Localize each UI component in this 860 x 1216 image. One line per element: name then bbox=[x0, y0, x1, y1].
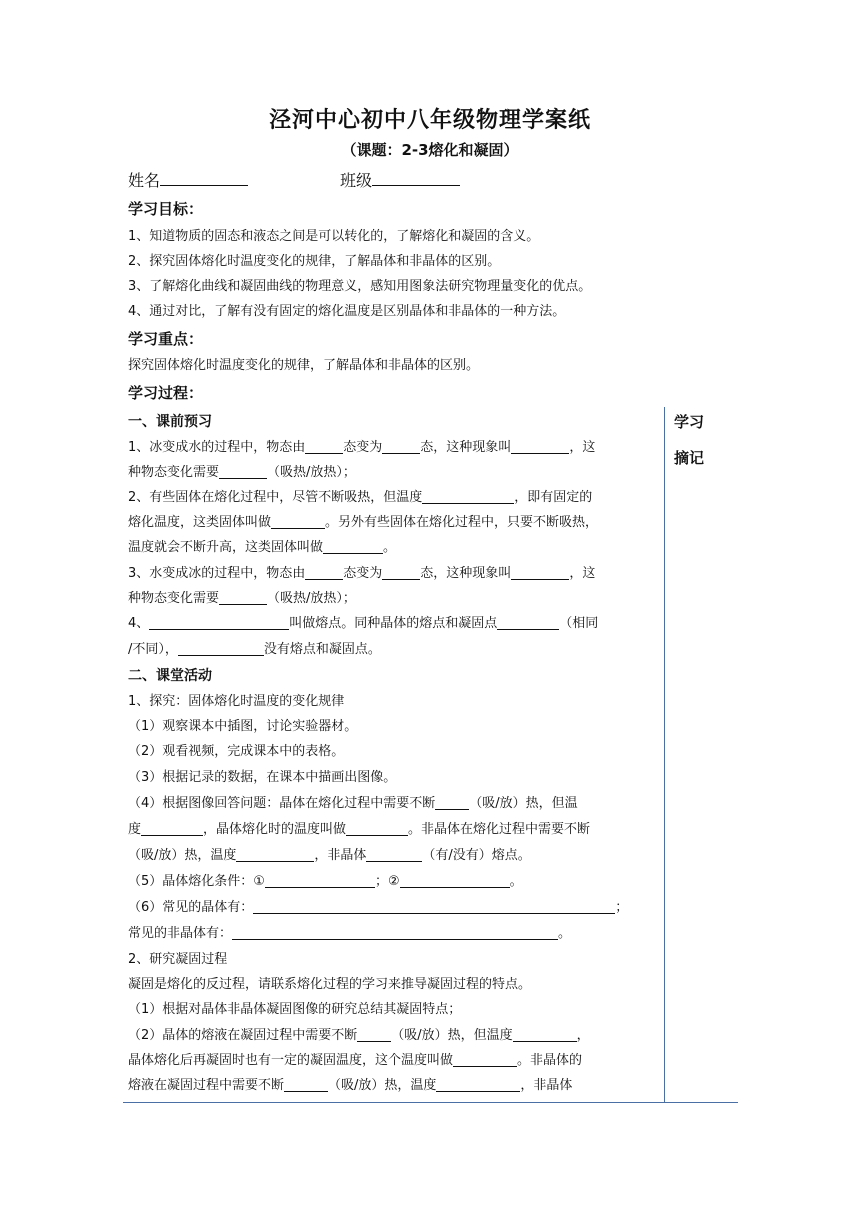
answer-blank[interactable] bbox=[422, 488, 514, 504]
objective-item: 2、探究固体熔化时温度变化的规律，了解晶体和非晶体的区别。 bbox=[128, 254, 501, 269]
answer-blank[interactable] bbox=[236, 846, 314, 862]
answer-blank[interactable] bbox=[284, 1076, 328, 1092]
objectives-heading: 学习目标： bbox=[128, 200, 204, 218]
bottom-rule bbox=[123, 1102, 738, 1103]
answer-blank[interactable] bbox=[357, 1026, 391, 1042]
explore-step: 度 ，晶体熔化时的温度叫做 。非晶体在熔化过程中需要不断 bbox=[128, 822, 591, 837]
solidify-step: 晶体熔化后再凝固时也有一定的凝固温度，这个温度叫做 。非晶体的 bbox=[128, 1053, 583, 1068]
answer-blank[interactable] bbox=[253, 898, 615, 914]
explore-step: （6）常见的晶体有： ； bbox=[128, 900, 629, 915]
preview-question-line: 2、有些固体在熔化过程中，尽管不断吸热，但温度 ，即有固定的 bbox=[128, 490, 593, 505]
answer-blank[interactable] bbox=[305, 438, 343, 454]
explore-step: （2）观看视频，完成课本中的表格。 bbox=[128, 744, 345, 759]
class-blank[interactable] bbox=[372, 167, 460, 186]
answer-blank[interactable] bbox=[149, 614, 289, 630]
preview-question-line: 种物态变化需要 （吸热/放热）； bbox=[128, 591, 356, 606]
preview-question-line: 4、 叫做熔点。同种晶体的熔点和凝固点 （相同 bbox=[128, 616, 599, 631]
answer-blank[interactable] bbox=[511, 564, 569, 580]
process-heading: 学习过程： bbox=[128, 384, 204, 402]
classroom-heading: 二、课堂活动 bbox=[128, 668, 212, 684]
preview-question-line: 3、水变成冰的过程中，物态由 态变为 态，这种现象叫 ，这 bbox=[128, 566, 596, 581]
answer-blank[interactable] bbox=[435, 794, 469, 810]
answer-blank[interactable] bbox=[382, 438, 420, 454]
solidify-title: 2、研究凝固过程 bbox=[128, 952, 228, 967]
explore-step: （3）根据记录的数据，在课本中描画出图像。 bbox=[128, 770, 397, 785]
answer-blank[interactable] bbox=[219, 589, 267, 605]
answer-blank[interactable] bbox=[346, 820, 408, 836]
objective-item: 4、通过对比，了解有没有固定的熔化温度是区别晶体和非晶体的一种方法。 bbox=[128, 304, 566, 319]
answer-blank[interactable] bbox=[436, 1076, 520, 1092]
explore-step: （4）根据图像回答问题：晶体在熔化过程中需要不断 （吸/放）热，但温 bbox=[128, 796, 578, 811]
side-note-label: 摘记 bbox=[674, 449, 705, 467]
solidify-step: （1）根据对晶体非晶体凝固图像的研究总结其凝固特点； bbox=[128, 1002, 462, 1017]
focus-text: 探究固体熔化时温度变化的规律，了解晶体和非晶体的区别。 bbox=[128, 358, 480, 373]
solidify-intro: 凝固是熔化的反过程，请联系熔化过程的学习来推导凝固过程的特点。 bbox=[128, 977, 532, 992]
answer-blank[interactable] bbox=[511, 438, 569, 454]
answer-blank[interactable] bbox=[271, 513, 325, 529]
side-note-label: 学习 bbox=[674, 413, 705, 431]
solidify-step: 熔液在凝固过程中需要不断 （吸/放）热，温度 ，非晶体 bbox=[128, 1078, 573, 1093]
answer-blank[interactable] bbox=[141, 820, 203, 836]
preview-heading: 一、课前预习 bbox=[128, 414, 212, 430]
answer-blank[interactable] bbox=[382, 564, 420, 580]
name-field[interactable] bbox=[128, 167, 248, 194]
preview-question-line: 温度就会不断升高，这类固体叫做 。 bbox=[128, 540, 397, 555]
preview-question-line: /不同）， 没有熔点和凝固点。 bbox=[128, 642, 381, 657]
explore-step: （5）晶体熔化条件：① ；② 。 bbox=[128, 874, 523, 889]
answer-blank[interactable] bbox=[232, 924, 558, 940]
class-field[interactable] bbox=[340, 167, 460, 194]
explore-step: 常见的非晶体有： 。 bbox=[128, 926, 572, 941]
column-divider bbox=[664, 407, 665, 1102]
explore-title: 1、探究：固体熔化时温度的变化规律 bbox=[128, 694, 345, 709]
name-label: 姓名 bbox=[128, 171, 161, 190]
answer-blank[interactable] bbox=[178, 640, 264, 656]
preview-question-line: 熔化温度，这类固体叫做 。另外有些固体在熔化过程中，只要不断吸热， bbox=[128, 515, 599, 530]
answer-blank[interactable] bbox=[219, 463, 267, 479]
answer-blank[interactable] bbox=[323, 538, 383, 554]
answer-blank[interactable] bbox=[513, 1026, 577, 1042]
page-title: 泾河中心初中八年级物理学案纸 bbox=[268, 108, 591, 133]
answer-blank[interactable] bbox=[400, 872, 510, 888]
objective-item: 3、了解熔化曲线和凝固曲线的物理意义，感知用图象法研究物理量变化的优点。 bbox=[128, 279, 592, 294]
preview-question-line: 种物态变化需要 （吸热/放热）； bbox=[128, 465, 356, 480]
student-info-row bbox=[128, 167, 728, 193]
explore-step: （1）观察课本中插图，讨论实验器材。 bbox=[128, 719, 358, 734]
name-blank[interactable] bbox=[160, 167, 248, 186]
objective-item: 1、知道物质的固态和液态之间是可以转化的，了解熔化和凝固的含义。 bbox=[128, 229, 540, 244]
answer-blank[interactable] bbox=[265, 872, 375, 888]
class-label: 班级 bbox=[340, 171, 373, 190]
answer-blank[interactable] bbox=[497, 614, 559, 630]
answer-blank[interactable] bbox=[453, 1051, 517, 1067]
answer-blank[interactable] bbox=[366, 846, 422, 862]
explore-step: （吸/放）热，温度 ，非晶体 （有/没有）熔点。 bbox=[128, 848, 531, 863]
solidify-step: （2）晶体的熔液在凝固过程中需要不断 （吸/放）热，但温度 ， bbox=[128, 1028, 590, 1043]
focus-heading: 学习重点： bbox=[128, 330, 204, 348]
answer-blank[interactable] bbox=[305, 564, 343, 580]
lesson-subtitle: （课题：2-3熔化和凝固） bbox=[341, 141, 519, 159]
preview-question-line: 1、冰变成水的过程中，物态由 态变为 态，这种现象叫 ，这 bbox=[128, 440, 596, 455]
